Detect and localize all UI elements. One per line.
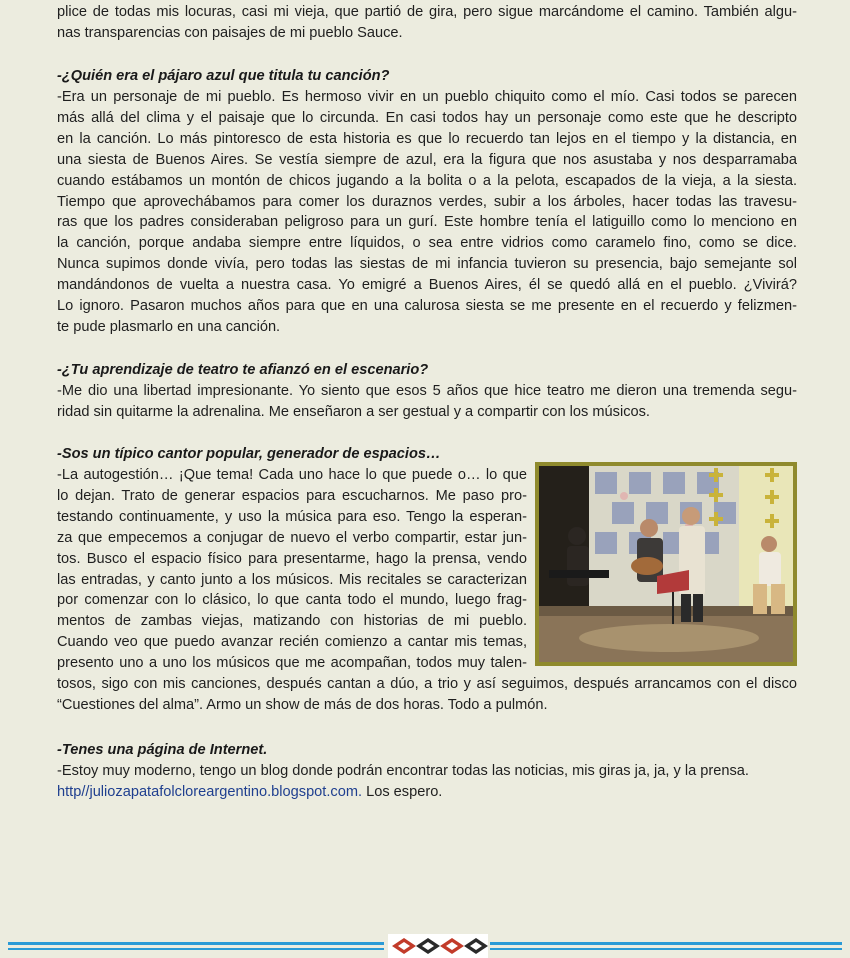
text-line: presento uno a uno los músicos que me acompañan, todos muy talen- — [57, 655, 527, 672]
text-line: la canción, porque andaba siempre entre líquidos, o sea entre vidrios como caramelo fino, como se dice. — [57, 235, 797, 252]
text-line: mentos de zambas viejas, matizando con historias de mi pueblo. — [57, 613, 527, 630]
text-line: tosos, sigo con mis canciones, después cantan a dúo, a trio y así seguimos, después arrancamos con el disco — [57, 676, 797, 692]
interview-question — [57, 360, 797, 381]
answer-paragraph — [57, 87, 797, 338]
concert-photo — [535, 462, 797, 666]
text-line: más allá del clima y el paisaje que lo circunda. En casi todos hay un personaje como este que he descripto — [57, 109, 797, 126]
text-line: -Estoy muy moderno, tengo un blog donde podrán encontrar todas las noticias, mis giras ja, ja, y la prensa. — [57, 763, 749, 779]
text-line: cuando estábamos un montón de chicos jugando a la bolita o a la pelota, escapados de la vieja, a la siesta. — [57, 172, 797, 189]
text-line: mandándonos de vuelta a nuestra casa. Yo emigré a Buenos Aires, él se quedó allá en el pueblo. ¿Vivirá? — [57, 277, 797, 294]
concert-photo-image — [539, 466, 793, 662]
text-line: Lo ignoro. Pasaron muchos años para que en una calurosa siesta se me presente en el recuerdo y felizmen- — [57, 298, 797, 315]
question-heading: -¿Tu aprendizaje de teatro te afianzó en el escenario? — [57, 362, 429, 378]
question-heading: -¿Quién era el pájaro azul que titula tu canción? — [57, 68, 390, 84]
text-line: -La autogestión… ¡Que tema! Cada uno hace lo que puede o… lo que — [57, 467, 527, 483]
blog-link[interactable]: http//juliozapatafolcloreargentino.blogspot.com. — [57, 783, 363, 800]
answer-paragraph — [57, 381, 797, 423]
text-line: ras que los padres consideraban peligroso para un gurí. Este hombre tenía el latiguillo como lo menciono en — [57, 214, 797, 231]
answer-paragraph — [57, 761, 797, 803]
answer-paragraph-continued — [57, 674, 797, 716]
text-line: -Me dio una libertad impresionante. Yo siento que esos 5 años que hice teatro me dieron una tremenda segu- — [57, 383, 797, 399]
text-line: te pude plasmarlo en una canción. — [57, 318, 281, 335]
text-line: nas transparencias con paisajes de mi pueblo Sauce. — [57, 24, 403, 41]
text-line: Nunca supimos donde vivía, pero todas las siestas de mi infancia tuvieron su presencia, bajo semejante sol — [57, 256, 797, 273]
text-line — [57, 782, 797, 803]
text-fragment: Los espero. — [362, 783, 443, 800]
text-line: tos. Busco el espacio físico para presentarme, hago la prensa, vendo — [57, 550, 527, 567]
text-line: las entradas, y canto junto a los músicos. Mis recitales se caracterizan — [57, 571, 527, 588]
interview-question — [57, 66, 797, 87]
text-line: Cuando veo que puedo avanzar recién comienzo a cantar mis temas, — [57, 634, 527, 651]
question-heading: -Tenes una página de Internet. — [57, 742, 268, 758]
text-line: Tiempo que aprovechábamos para comer los duraznos verdes, subir a los árboles, hacer todas las travesu- — [57, 193, 797, 210]
footer-ornament — [0, 928, 850, 958]
intro-paragraph — [57, 2, 797, 44]
text-line: testando continuamente, y uso la música para eso. Tengo la esperan- — [57, 508, 527, 525]
text-line: lo dejan. Trato de generar espacios para escucharnos. Me paso pro- — [57, 487, 527, 504]
text-line: “Cuestiones del alma”. Armo un show de más de dos horas. Todo a pulmón. — [57, 696, 548, 713]
interview-question — [57, 740, 797, 761]
text-line: -Era un personaje de mi pueblo. Es hermoso vivir en un pueblo chiquito como el mío. Casi todos se parecen — [57, 89, 797, 105]
answer-paragraph-wrapped — [57, 465, 527, 674]
text-line: una siesta de Buenos Aires. Se vestía siempre de azul, era la figura que nos asustaba y nos desparramaba — [57, 151, 797, 168]
text-line: en la canción. Lo más pintoresco de esta historia es que lo recuerdo tan lejos en el tiempo y la distancia, en — [57, 130, 797, 147]
question-heading: -Sos un típico cantor popular, generador de espacios… — [57, 446, 441, 462]
text-line: por comenzar con lo clásico, lo que canta todo el mundo, luego frag- — [57, 592, 527, 609]
text-line: plice de todas mis locuras, casi mi vieja, que partió de gira, pero sigue marcándome el camino. También algu- — [57, 4, 797, 20]
text-line: za que empecemos a conjugar de nuevo el verbo compartir, estar jun- — [57, 529, 527, 546]
text-line: ridad sin quitarme la adrenalina. Me enseñaron a ser gestual y a compartir con los músicos. — [57, 403, 650, 420]
